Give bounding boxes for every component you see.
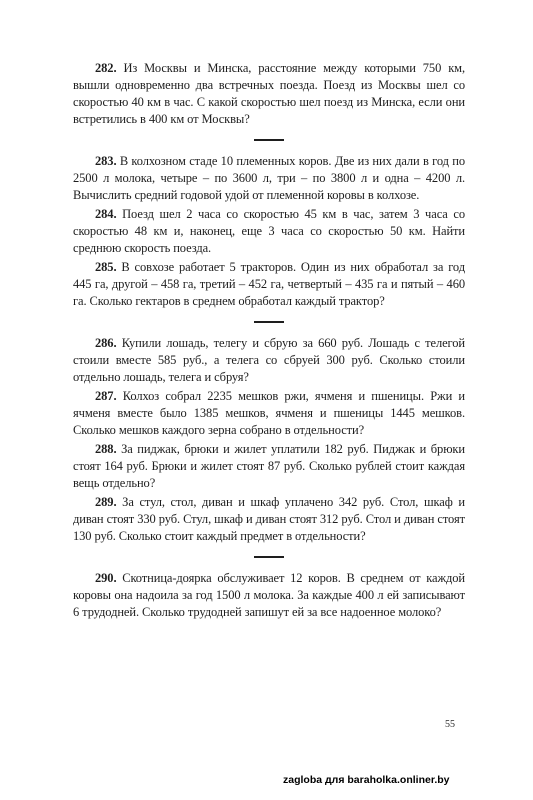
problem-number: 283. (95, 154, 117, 168)
problem-text: Колхоз собрал 2235 мешков ржи, ячменя и пшеницы. Ржи и ячменя вместе было 1385 мешков, ячменя и пшеницы 1445 мешков. Сколько мешков каждого зерна собрано в отдельности? (73, 389, 465, 437)
problem-number: 286. (95, 336, 117, 350)
problem-number: 290. (95, 571, 117, 585)
problem-text: Поезд шел 2 часа со скоростью 45 км в час, затем 3 часа со скоростью 48 км и, наконец, еще 3 часа со скоростью 50 км. Найти среднюю скорость поезда. (73, 207, 465, 255)
problem-285 (73, 259, 465, 310)
problem-290 (73, 570, 465, 621)
section-divider (254, 556, 284, 558)
problem-289 (73, 494, 465, 545)
problem-text: За пиджак, брюки и жилет уплатили 182 руб. Пиджак и брюки стоят 164 руб. Брюки и жилет стоят 87 руб. Сколько рублей стоит каждая вещь отдельно? (73, 442, 465, 490)
section-divider (254, 321, 284, 323)
problem-text: В колхозном стаде 10 племенных коров. Две из них дали в год по 2500 л молока, четыре – по 3600 л, три – по 3800 л и одна – 4200 л. Вычислить средний годовой удой от племенной коровы в колхозе. (73, 154, 465, 202)
problem-number: 287. (95, 389, 117, 403)
problem-282 (73, 60, 465, 128)
page-number: 55 (445, 719, 455, 730)
problem-283 (73, 153, 465, 204)
problem-number: 285. (95, 260, 117, 274)
section-divider (254, 139, 284, 141)
problem-text: Купили лошадь, телегу и сбрую за 660 руб. Лошадь с телегой стоили вместе 585 руб., а телега со сбруей 300 руб. Сколько стоили отдельно лошадь, телега и сбруя? (73, 336, 465, 384)
problem-286 (73, 335, 465, 386)
problem-284 (73, 206, 465, 257)
problem-text: Скотница-доярка обслуживает 12 коров. В среднем от каждой коровы она надоила за год 1500 л молока. За каждые 400 л ей записывают 6 трудодней. Сколько трудодней запишут ей за все надоенное молоко? (73, 571, 465, 619)
problem-number: 289. (95, 495, 117, 509)
problem-text: В совхозе работает 5 тракторов. Один из них обработал за год 445 га, другой – 458 га, третий – 452 га, четвертый – 435 га и пятый – 460 га. Сколько гектаров в среднем обработал каждый трактор? (73, 260, 465, 308)
page-content (73, 60, 465, 623)
problem-287 (73, 388, 465, 439)
problem-text: Из Москвы и Минска, расстояние между которыми 750 км, вышли одновременно два встречных поезда. Поезд из Москвы шел со скоростью 40 км в час. С какой скоростью шел поезд из Минска, если они встретились в 400 км от Москвы? (73, 61, 465, 126)
watermark-text: zagloba для baraholka.onliner.by (283, 774, 450, 786)
problem-288 (73, 441, 465, 492)
problem-number: 282. (95, 61, 117, 75)
problem-number: 288. (95, 442, 117, 456)
problem-text: За стул, стол, диван и шкаф уплачено 342 руб. Стол, шкаф и диван стоят 330 руб. Стул, шкаф и диван стоят 312 руб. Стол и диван стоят 130 руб. Сколько стоит каждый предмет в отдельности? (73, 495, 465, 543)
problem-number: 284. (95, 207, 117, 221)
